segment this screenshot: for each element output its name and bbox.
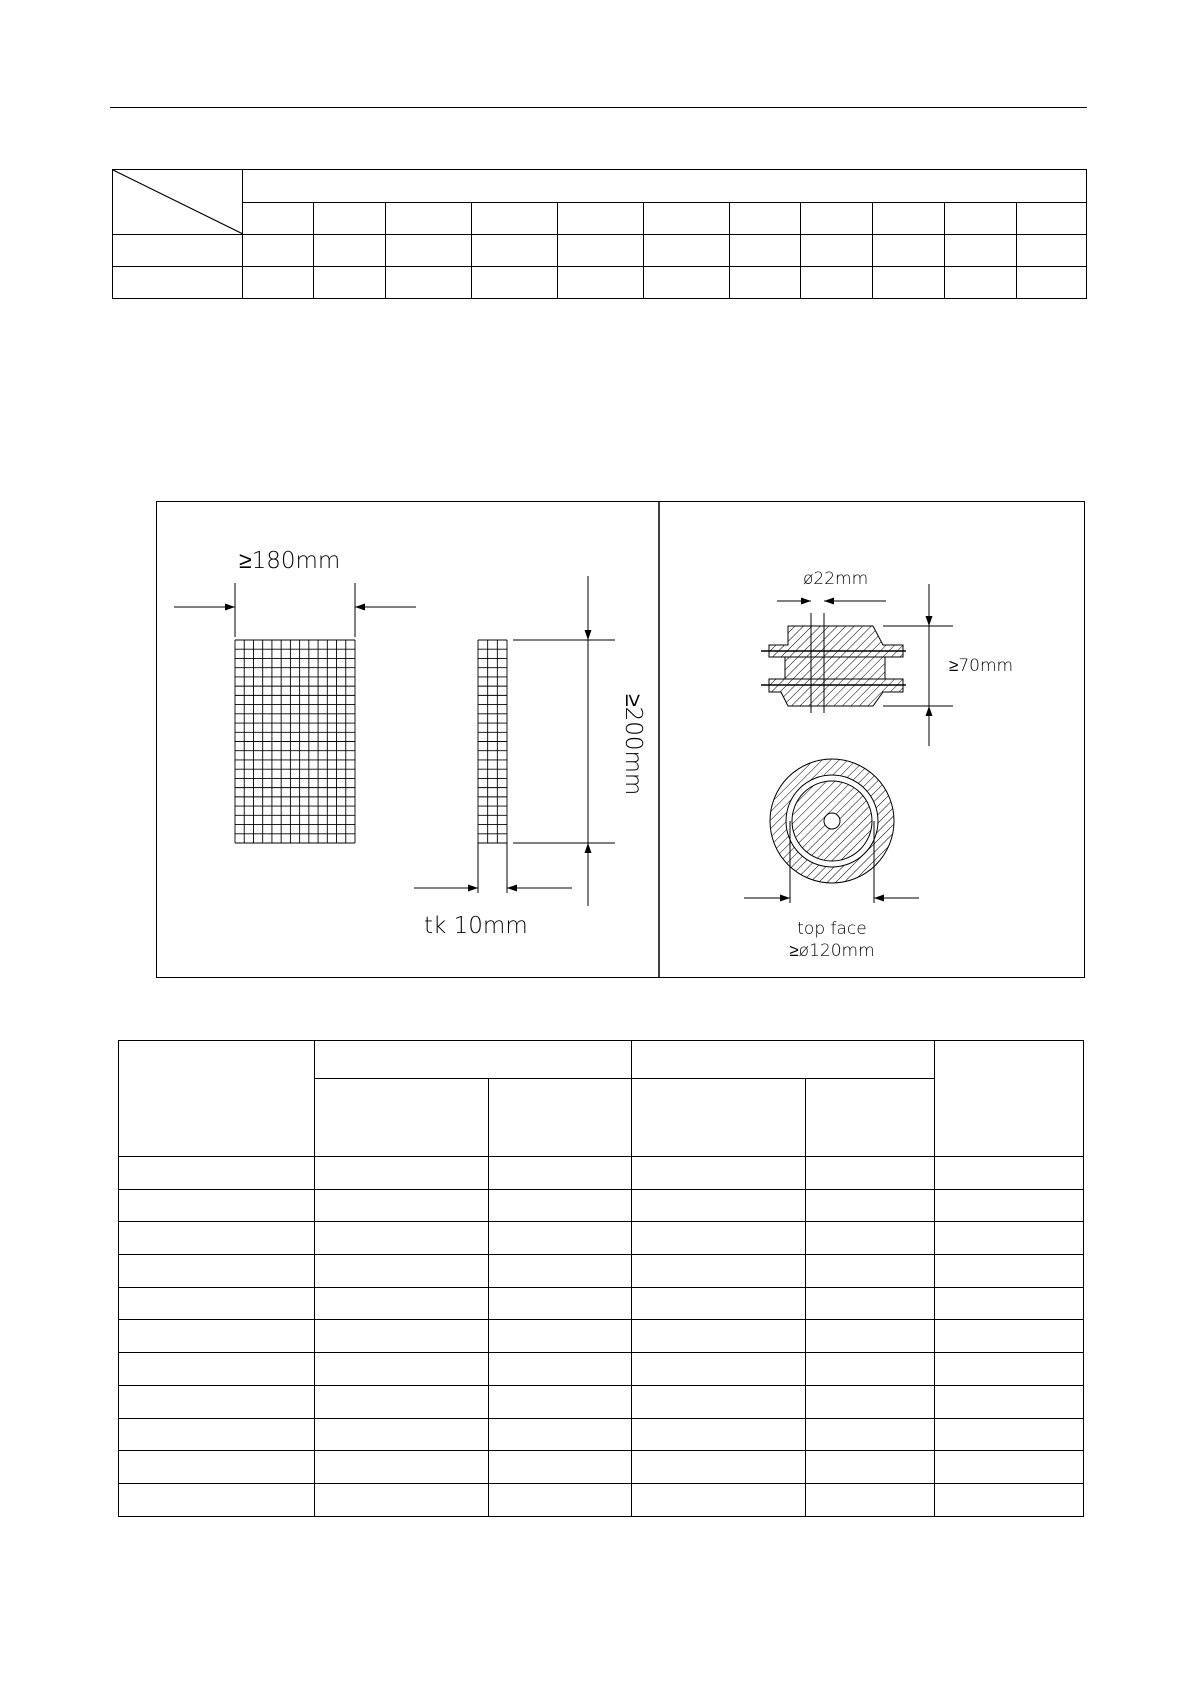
top-subheader-cell bbox=[472, 202, 558, 235]
top-table-cell bbox=[945, 235, 1017, 267]
bottom-table-row bbox=[119, 1222, 1084, 1255]
top-subheader-cell bbox=[558, 202, 644, 235]
bottom-table-row bbox=[119, 1287, 1084, 1320]
bottom-table-cell bbox=[935, 1157, 1084, 1190]
bottom-table-row bbox=[119, 1353, 1084, 1386]
diagonal-header-cell bbox=[113, 170, 243, 235]
bottom-table-cell bbox=[315, 1287, 489, 1320]
cylinder-section bbox=[761, 613, 906, 713]
bottom-table-cell bbox=[806, 1189, 935, 1222]
face-label-line1: top face bbox=[797, 919, 867, 939]
top-table-cell bbox=[873, 235, 945, 267]
bottom-table-cell bbox=[489, 1385, 632, 1418]
bottom-subheader-cell bbox=[806, 1079, 935, 1157]
bottom-table-cell bbox=[489, 1483, 632, 1516]
bottom-table-cell bbox=[806, 1385, 935, 1418]
bottom-table-cell bbox=[806, 1483, 935, 1516]
top-table-subheader-row bbox=[113, 202, 1087, 235]
bottom-table-row bbox=[119, 1483, 1084, 1516]
bottom-table-cell bbox=[935, 1353, 1084, 1386]
bottom-table-cell bbox=[315, 1418, 489, 1451]
top-table-cell bbox=[314, 235, 386, 267]
top-subheader-cell bbox=[1017, 202, 1087, 235]
bottom-table-cell bbox=[119, 1320, 315, 1353]
bottom-table-cell bbox=[489, 1157, 632, 1190]
bottom-table-cell bbox=[806, 1418, 935, 1451]
bottom-table-cell bbox=[632, 1189, 806, 1222]
top-subheader-cell bbox=[730, 202, 801, 235]
bottom-table-cell bbox=[806, 1451, 935, 1484]
bottom-table-row bbox=[119, 1385, 1084, 1418]
bottom-table-cell bbox=[935, 1451, 1084, 1484]
top-table-cell bbox=[386, 267, 472, 299]
bottom-table-cell bbox=[489, 1418, 632, 1451]
bottom-table-cell bbox=[315, 1255, 489, 1288]
width-label: ≥180mm bbox=[239, 548, 341, 574]
bottom-table-cell bbox=[119, 1353, 315, 1386]
thickness-label: tk 10mm bbox=[424, 913, 528, 939]
bottom-table-cell bbox=[935, 1385, 1084, 1418]
bottom-table-cell bbox=[315, 1483, 489, 1516]
bottom-table-row bbox=[119, 1418, 1084, 1451]
mesh-side-view bbox=[478, 640, 507, 843]
bottom-table-cell bbox=[489, 1189, 632, 1222]
top-table-cell bbox=[113, 235, 243, 267]
bottom-table-cell bbox=[315, 1157, 489, 1190]
bottom-table-cell bbox=[632, 1483, 806, 1516]
top-table bbox=[112, 169, 1087, 299]
bottom-table-cell bbox=[119, 1385, 315, 1418]
bottom-table-row bbox=[119, 1157, 1084, 1190]
top-table-header-row bbox=[113, 170, 1087, 203]
top-table-cell bbox=[558, 235, 644, 267]
top-face-view bbox=[770, 759, 894, 903]
bottom-table-cell bbox=[935, 1189, 1084, 1222]
bottom-table-cell bbox=[315, 1222, 489, 1255]
left-panel bbox=[174, 548, 646, 939]
bottom-header-cell bbox=[935, 1041, 1084, 1157]
top-subheader-cell bbox=[243, 202, 314, 235]
bottom-table-cell bbox=[632, 1353, 806, 1386]
bottom-table-cell bbox=[935, 1320, 1084, 1353]
bottom-table-row bbox=[119, 1255, 1084, 1288]
top-table-cell bbox=[243, 267, 314, 299]
top-table-row bbox=[113, 235, 1087, 267]
bottom-table-row bbox=[119, 1451, 1084, 1484]
bottom-subheader-cell bbox=[489, 1079, 632, 1157]
bottom-table-cell bbox=[806, 1157, 935, 1190]
right-panel bbox=[744, 569, 1013, 961]
top-table-cell bbox=[730, 235, 801, 267]
bottom-subheader-cell bbox=[315, 1079, 489, 1157]
bottom-table-cell bbox=[806, 1222, 935, 1255]
specimen-drawing bbox=[156, 501, 1085, 978]
bottom-table-cell bbox=[935, 1287, 1084, 1320]
bottom-table-cell bbox=[119, 1451, 315, 1484]
bottom-table-cell bbox=[119, 1157, 315, 1190]
bottom-table-cell bbox=[315, 1320, 489, 1353]
bottom-table-cell bbox=[315, 1353, 489, 1386]
bottom-table-cell bbox=[119, 1483, 315, 1516]
bottom-table-cell bbox=[119, 1189, 315, 1222]
top-table-cell bbox=[1017, 235, 1087, 267]
bottom-table-cell bbox=[119, 1418, 315, 1451]
bottom-table-cell bbox=[806, 1320, 935, 1353]
bottom-table-cell bbox=[489, 1451, 632, 1484]
bottom-table-cell bbox=[489, 1353, 632, 1386]
top-table-cell bbox=[1017, 267, 1087, 299]
top-table-cell bbox=[801, 267, 873, 299]
bottom-header-cell bbox=[119, 1041, 315, 1157]
height-label: ≥200mm bbox=[620, 694, 646, 796]
bottom-table-cell bbox=[119, 1255, 315, 1288]
bottom-table-cell bbox=[632, 1418, 806, 1451]
bottom-table-row bbox=[119, 1189, 1084, 1222]
top-subheader-cell bbox=[644, 202, 730, 235]
bottom-table-cell bbox=[632, 1157, 806, 1190]
bottom-subheader-cell bbox=[632, 1079, 806, 1157]
top-subheader-cell bbox=[314, 202, 386, 235]
bottom-table-cell bbox=[315, 1385, 489, 1418]
top-table-cell bbox=[314, 267, 386, 299]
top-subheader-cell bbox=[386, 202, 472, 235]
diagonal-line bbox=[113, 170, 243, 234]
top-table-cell bbox=[873, 267, 945, 299]
top-subheader-cell bbox=[945, 202, 1017, 235]
bottom-table-cell bbox=[119, 1222, 315, 1255]
top-table-cell bbox=[386, 235, 472, 267]
bottom-header-group-cell bbox=[315, 1041, 632, 1079]
bottom-table-cell bbox=[632, 1222, 806, 1255]
bottom-table-cell bbox=[806, 1353, 935, 1386]
bottom-table-cell bbox=[632, 1385, 806, 1418]
bottom-table-header-row bbox=[119, 1041, 1084, 1079]
bottom-table-cell bbox=[119, 1287, 315, 1320]
bottom-header-group-cell bbox=[632, 1041, 935, 1079]
top-table-cell bbox=[945, 267, 1017, 299]
bottom-table-cell bbox=[935, 1222, 1084, 1255]
header-rule bbox=[110, 107, 1087, 108]
merged-header-cell bbox=[243, 170, 1087, 203]
bottom-table-cell bbox=[315, 1189, 489, 1222]
top-table-row bbox=[113, 267, 1087, 299]
top-table-cell bbox=[558, 267, 644, 299]
bottom-table-cell bbox=[632, 1320, 806, 1353]
bottom-table-cell bbox=[315, 1451, 489, 1484]
top-table-cell bbox=[243, 235, 314, 267]
cyl-height-label: ≥70mm bbox=[949, 656, 1014, 676]
bottom-table-cell bbox=[489, 1222, 632, 1255]
bore-label: ø22mm bbox=[803, 569, 869, 589]
bottom-table-cell bbox=[935, 1255, 1084, 1288]
bottom-table bbox=[118, 1040, 1084, 1517]
bottom-table-cell bbox=[632, 1451, 806, 1484]
bottom-table-cell bbox=[632, 1255, 806, 1288]
top-table-cell bbox=[730, 267, 801, 299]
bottom-table-cell bbox=[489, 1320, 632, 1353]
top-subheader-cell bbox=[801, 202, 873, 235]
top-table-cell bbox=[644, 235, 730, 267]
bottom-table-cell bbox=[935, 1483, 1084, 1516]
top-table-cell bbox=[801, 235, 873, 267]
top-table-cell bbox=[472, 235, 558, 267]
bottom-table-cell bbox=[806, 1255, 935, 1288]
bottom-table-cell bbox=[489, 1255, 632, 1288]
face-label-line2: ≥ø120mm bbox=[789, 941, 875, 961]
top-table-cell bbox=[644, 267, 730, 299]
bottom-table-cell bbox=[489, 1287, 632, 1320]
bottom-table-cell bbox=[935, 1418, 1084, 1451]
top-table-cell bbox=[472, 267, 558, 299]
top-table-cell bbox=[113, 267, 243, 299]
mesh-front-view bbox=[235, 640, 355, 843]
bottom-table-cell bbox=[632, 1287, 806, 1320]
bottom-table-row bbox=[119, 1320, 1084, 1353]
bottom-table-cell bbox=[806, 1287, 935, 1320]
top-subheader-cell bbox=[873, 202, 945, 235]
